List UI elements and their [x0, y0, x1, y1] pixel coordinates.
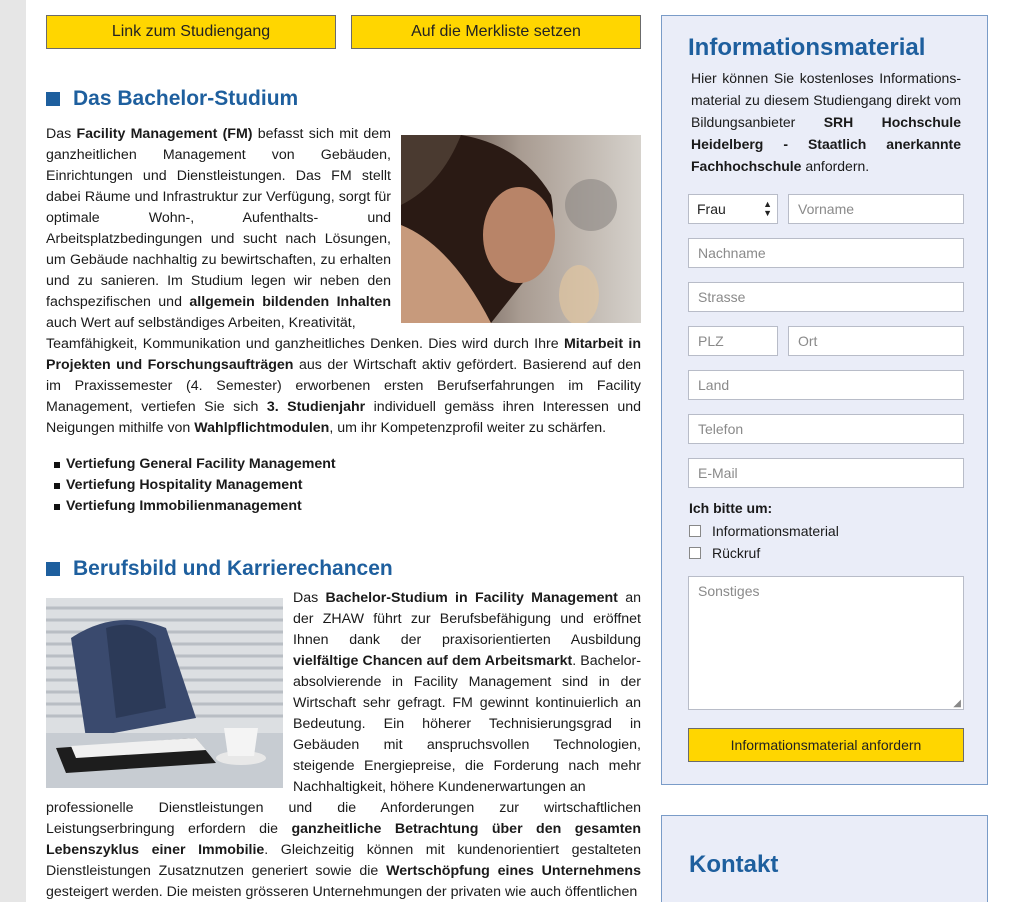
heading-text: Das Bachelor-Studium [73, 87, 299, 110]
text: Teamfähigkeit, Kommunikation und ganzheitliches Denken. Dies wird durch Ihre [46, 336, 564, 352]
checkbox-rueckruf-row[interactable] [689, 545, 760, 561]
stepper-arrows-icon: ▲ ▼ [763, 199, 772, 218]
link-studiengang-button[interactable]: Link zum Studiengang [46, 15, 336, 49]
text: gesteigert werden. Die meisten grösseren Unternehmungen der privaten wie auch öffentlichen [46, 884, 638, 900]
text: Das [293, 590, 326, 606]
text: anfordern. [801, 158, 870, 174]
career-intro-paragraph [293, 588, 641, 798]
telefon-input[interactable]: Telefon [688, 414, 964, 444]
sonstiges-textarea[interactable] [688, 576, 964, 710]
checkbox-info-row[interactable] [689, 523, 839, 539]
bold-text: Bachelor-Studium in Facility Management [325, 590, 618, 606]
bold-text: Facility Management (FM) [76, 126, 253, 142]
section-heading-bachelor [46, 87, 298, 111]
heading-square-icon [46, 92, 60, 106]
text: , um ihr Kompetenzprofil weiter zu schärfen. [329, 420, 607, 436]
submit-button[interactable]: Informationsmaterial anfordern [688, 728, 964, 762]
contact-title: Kontakt [689, 851, 779, 878]
checkbox-label: Rückruf [712, 545, 761, 561]
heading-square-icon [46, 562, 60, 576]
request-label: Ich bitte um: [689, 500, 773, 516]
ort-input[interactable]: Ort [788, 326, 964, 356]
bold-text: Wertschöpfung eines Unternehmens [386, 863, 641, 879]
checkbox-rueckruf[interactable] [689, 547, 701, 559]
text: . Gleichzeitig können mit kundenorientiert gestalteten Dienstleistungen Zusatznutzen generiert sowie die [46, 842, 641, 879]
plz-input[interactable]: PLZ [688, 326, 778, 356]
bold-text: vielfältige Chancen auf dem Arbeitsmarkt [293, 653, 573, 669]
text: aus der Wirtschaft aktiv gefördert. Basierend auf den im Praxissemester (4. Semester) erworbenen ersten Berufserfahrungen im Facility Management, vertiefen Sie sich [46, 357, 641, 415]
office-photo [46, 598, 283, 788]
select-value: Frau [697, 201, 726, 217]
section-heading-karriere [46, 557, 393, 581]
heading-text: Berufsbild und Karrierechancen [73, 557, 393, 580]
list-item: Vertiefung Immobilienmanagement [54, 496, 336, 517]
bold-text: Wahlpflichtmodulen [194, 420, 330, 436]
text: individuell gemäss ihren Interessen und Neigungen mithilfe von [46, 399, 642, 436]
career-body-paragraph [46, 798, 641, 902]
bold-text: SRH Hochschule Heidelberg - Staatlich anerkannte Fachhochschule [691, 114, 961, 174]
land-input[interactable]: Land [688, 370, 964, 400]
panel-title: Informationsmaterial [688, 34, 926, 61]
resize-handle-icon[interactable]: ◢ [953, 698, 961, 709]
merkliste-button[interactable]: Auf die Merkliste setzen [351, 15, 641, 49]
text: an der ZHAW führt zur Berufsbefähigung und eröffnet Ihnen dank der praxisorientierten Ausbildung [293, 590, 641, 648]
text: Das [46, 126, 77, 142]
checkbox-label: Informationsmaterial [712, 523, 839, 539]
bold-text: 3. Studienjahr [266, 399, 366, 415]
text: befasst sich mit dem ganzheitlichen Management von Gebäuden, Einrichtungen und Dienstleistungen. Das FM stellt dabei Räume und Infrastruktur zur Verfügung, sorgt für optimale Wohn-, Aufenthalts- und Arbeitsplatzbedingungen und sucht nach Lösungen, um Gebäude nachhaltig zu bewirtschaften, zu erhalten und zu sanieren. Im Studium legen wir neben den fachspezifischen und [46, 126, 391, 310]
checkbox-informationsmaterial[interactable] [689, 525, 701, 537]
email-input[interactable]: E-Mail [688, 458, 964, 488]
strasse-input[interactable]: Strasse [688, 282, 964, 312]
intro-paragraph [46, 124, 391, 334]
bold-text: allgemein bildenden Inhalten [189, 294, 391, 310]
text: Hier können Sie kostenloses Informations-material zu diesem Studiengang direkt vom Bildungsanbieter [691, 70, 961, 130]
text: professionelle Dienstleistungen und die Anforderungen zur wirtschaftlichen Leistungserbringung erfordern die [46, 800, 641, 837]
list-item: Vertiefung General Facility Management [54, 454, 336, 475]
text: . Bachelor-absolvierende in Facility Management sind in der Wirtschaft sehr gefragt. FM gewinnt kontinuierlich an Bedeutung. Ein höherer Technisierungsgrad in Gebäuden mit anspruchsvollen Technologien, steigende Energiepreise, die Forderung nach mehr Nachhaltigkeit, höhere Kundenerwartungen an [293, 653, 641, 795]
info-request-panel [661, 15, 988, 785]
bold-text: ganzheitliche Betrachtung über den gesamten Lebenszyklus einer Immobilie [46, 821, 641, 858]
vorname-input[interactable]: Vorname [788, 194, 964, 224]
list-item: Vertiefung Hospitality Management [54, 475, 336, 496]
bold-text: Mitarbeit in Projekten und Forschungsaufträgen [46, 336, 641, 373]
nachname-input[interactable]: Nachname [688, 238, 964, 268]
text: auch Wert auf selbständiges Arbeiten, Kreativität, [46, 315, 356, 331]
salutation-select[interactable] [688, 194, 778, 224]
panel-intro [691, 67, 961, 177]
students-photo [401, 135, 641, 323]
vertiefung-list [54, 454, 336, 517]
textarea-placeholder: Sonstiges [698, 583, 760, 599]
contact-panel [661, 815, 988, 902]
body-paragraph [46, 334, 641, 439]
